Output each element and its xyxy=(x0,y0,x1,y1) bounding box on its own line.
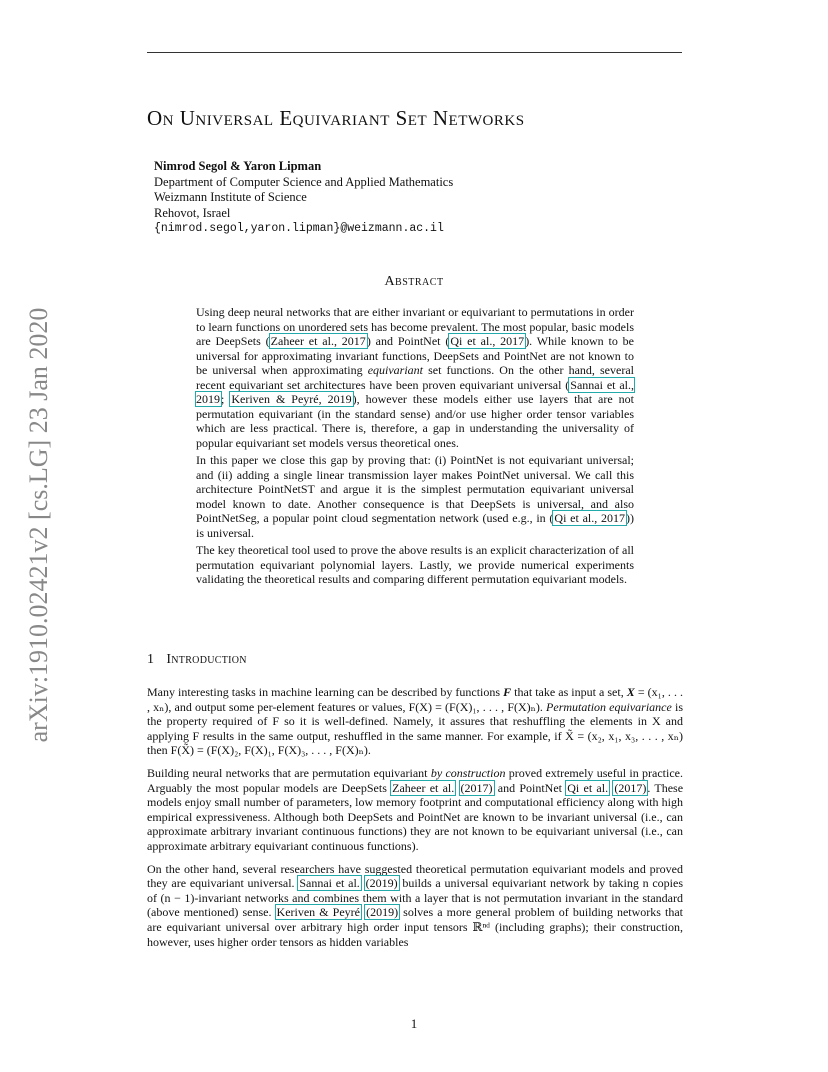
text: ; xyxy=(221,392,231,406)
arxiv-sidebar xyxy=(24,290,54,760)
citation-link[interactable]: Keriven & Peyré, 2019 xyxy=(231,392,352,406)
math: F xyxy=(503,685,512,699)
text: = (x₁, . . . , xₙ), and output some per-element features or values, xyxy=(147,685,683,714)
abstract-paragraph xyxy=(196,453,634,540)
top-rule xyxy=(147,52,682,53)
author-institute: Weizmann Institute of Science xyxy=(154,190,307,204)
paper-title: On Universal Equivariant Set Networks xyxy=(147,106,525,130)
citation-link[interactable]: Qi et al., 2017 xyxy=(554,511,625,525)
text: In this paper we close this gap by proving that: (i) PointNet is not equivariant universal; and (ii) adding a single linear transmission layer makes PointNet universal. We call this architecture PointNetST and argue it is the simplest permutation equivariant universal model known to date. Another consequence is that DeepSets is universal, and also PointNetSeg, a popular point cloud segmentation network (used e.g., in ( xyxy=(196,453,634,525)
math: X xyxy=(626,685,635,699)
section-number: 1 xyxy=(147,652,155,667)
author-names: Nimrod Segol & Yaron Lipman xyxy=(154,159,322,173)
abstract xyxy=(196,305,634,590)
citation-link[interactable]: Sannai et al. xyxy=(299,876,360,891)
section-title: Introduction xyxy=(166,652,247,667)
text: On the other hand, several researchers have suggested theoretical permutation equivariant models and proved they are equivariant universal. xyxy=(147,861,683,891)
body-paragraph xyxy=(147,766,683,854)
text: ), however these models either use layers that are not permutation equivariant (in the standard sense) and/or use higher order tensor variables which are less practical. There is, therefore, a gap in understanding the universality of popular equivariant set models versus theoretical ones. xyxy=(196,392,635,450)
body-paragraph xyxy=(147,862,683,950)
text: solves a more general problem of building networks that are equivariant universal over arbitrary high order input tensors ℝⁿᵈ (including graphs); their construction, however, uses higher order tensors as hidden variables xyxy=(147,905,684,949)
body-text xyxy=(147,685,683,957)
author-location: Rehovot, Israel xyxy=(154,205,231,220)
body-paragraph xyxy=(147,685,683,758)
text: F(X) = (F(X)₁, . . . , F(X)ₙ). xyxy=(408,699,547,714)
citation-link[interactable]: Zaheer et al., 2017 xyxy=(270,334,366,348)
text: proved extremely useful in practice. Arguably the most popular models are DeepSets xyxy=(147,765,683,795)
text: . These models enjoy small number of parameters, low memory footprint and computational efficiency along with high empirical expressiveness. Although both DeepSets and PointNet are known to be invariant universal (i.e., can approximate arbitrary invariant continuous functions) they are not known to be equivariant universal (i.e., can approximate arbitrary equivariant continuous functions). xyxy=(147,780,684,853)
text: is the property required of F so it is well-defined. Namely, it assures that reshuffling the elements in X and applying F results in the same output, reshuffled in the same manner. For example, if X̃ = (x₂, x₁, x₃, . . . , xₙ) then F(X̃) = (F(X)₂, F(X)₁, F(X)₃, . . . , F(X)ₙ). xyxy=(147,699,683,758)
text: )) is universal. xyxy=(196,511,634,540)
author-email[interactable]: {nimrod.segol,yaron.lipman}@weizmann.ac.il xyxy=(154,222,444,235)
citation-link[interactable]: Sannai et al., 2019 xyxy=(196,377,635,406)
text: Many interesting tasks in machine learning can be described by functions xyxy=(147,685,504,699)
text: Building neural networks that are permutation equivariant xyxy=(147,765,431,780)
citation-link[interactable]: (2019) xyxy=(366,905,399,920)
citation-link[interactable]: (2017) xyxy=(460,780,493,795)
citation-link[interactable]: (2019) xyxy=(365,876,398,891)
author-dept: Department of Computer Science and Applied Mathematics xyxy=(154,174,454,189)
emphasis: by construction xyxy=(430,765,506,780)
arxiv-id: arXiv:1910.02421v2 [cs.LG] 23 Jan 2020 xyxy=(24,307,53,743)
text: and PointNet xyxy=(493,780,567,795)
emphasis: Permutation equivariance xyxy=(546,699,672,714)
emphasis: equivariant xyxy=(367,363,424,377)
citation-link[interactable]: Qi et al., 2017 xyxy=(450,334,525,348)
citation-link[interactable]: Zaheer et al. xyxy=(392,780,455,795)
page-number: 1 xyxy=(410,1016,418,1031)
citation-link[interactable]: Qi et al. xyxy=(567,780,609,795)
citation-link[interactable]: Keriven & Peyré xyxy=(276,905,360,920)
section-heading xyxy=(147,652,247,668)
citation-link[interactable]: (2017) xyxy=(614,780,647,795)
text: ) and PointNet ( xyxy=(366,334,450,348)
author-block xyxy=(154,159,453,237)
text: Using deep neural networks that are either invariant or equivariant to permutations in order to learn functions on unordered sets has become prevalent. The most popular, basic models are DeepSets ( xyxy=(196,305,634,348)
text: set functions. On the other hand, several recent equivariant set architectures have been proven equivariant universal ( xyxy=(196,363,634,392)
abstract-heading: Abstract xyxy=(384,274,444,289)
abstract-paragraph xyxy=(196,305,634,450)
text: builds a universal equivariant network by taking n copies of (n − 1)-invariant networks and combines them with a layer that is not permutation invariant in the standard (above mentioned) sense. xyxy=(147,876,683,920)
abstract-paragraph: The key theoretical tool used to prove the above results is an explicit characterization of all permutation equivariant polynomial layers. Lastly, we provide numerical experiments validating the theoretical results and comparing different permutation equivariant models. xyxy=(196,543,634,586)
text: that take as input a set, xyxy=(511,685,627,699)
text: ). While known to be universal for approximating invariant functions, DeepSets and PointNet are not known to be universal when approximating xyxy=(196,334,634,377)
